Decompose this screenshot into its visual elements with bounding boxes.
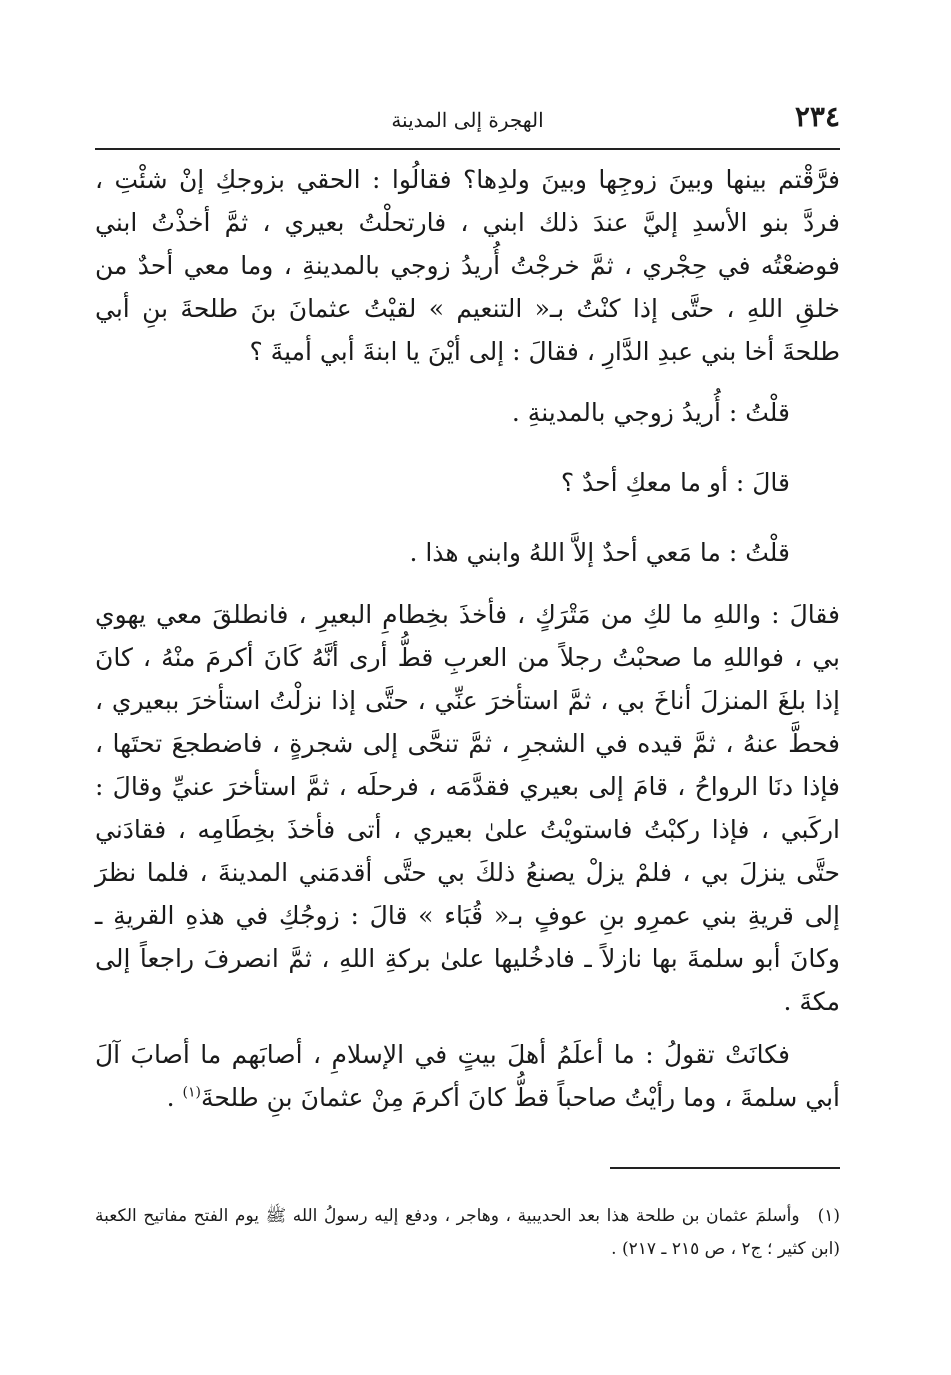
footnote-reference[interactable]: (١) [182,1084,201,1101]
dialogue-line-2: قالَ : أو ما معكِ أحدٌ ؟ [560,468,790,497]
paragraph-2: فقالَ : واللهِ ما لكِ من مَتْرَكٍ ، فأخذَ بخِطامِ البعيرِ ، فانطلقَ معي يهوي بي ، فواللهِ ما صحبْتُ رجلاً من العربِ قطُّ أرى أنَّهُ كَانَ أكرمَ منْهُ ، كانَ إذا بلغَ المنزلَ أناخَ بي ، ثمَّ استأخرَ عنِّي ، حتَّى إذا نزلْتُ استأخرَ ببعيري ، فحطَّ عنهُ ، ثمَّ قيده في الشجرِ ، ثمَّ تنحَّى إلى شجرةٍ ، فاضطجعَ تحتَها ، فإذا دنَا الرواحُ ، قامَ إلى بعيري فقدَّمَه ، فرحلَه ، ثمَّ استأخرَ عنيِّ وقالَ : اركَبي ، فإذا ركبْتُ فاستويْتُ علىٰ بعيري ، أتى فأخذَ بخِطَامِه ، فقادَني حتَّى ينزلَ بي ، فلمْ يزلْ يصنعُ ذلكَ بي حتَّى أقدمَني المدينةَ ، فلما نظرَ إلى قريةِ بني عمرِو بنِ عوفٍ بـ« قُبَاء » قالَ : زوجُكِ في هذهِ القريةِ ـ وكانَ أبو سلمةَ بها نازلاً ـ فادخُليها علىٰ بركةِ اللهِ ، ثمَّ انصرفَ راجعاً إلى مكةَ . [95,600,840,1016]
dialogue-line-1: قلْتُ : أُريدُ زوجي بالمدينةِ . [511,398,790,427]
paragraph-3-end: . [166,1083,183,1112]
page-header [95,100,840,150]
running-title: الهجرة إلى المدينة [391,108,544,132]
main-text [95,158,840,1129]
paragraph-1: فرَّقْتم بينها وبينَ زوجِها وبينَ ولدِها؟ فقالُوا : الحقي بزوجكِ إنْ شئْتِ ، فردَّ بنو الأسدِ إليَّ عندَ ذلك ابني ، فارتحلْتُ بعيري ، ثمَّ أخذْتُ ابني فوضعْتُه في حِجْري ، ثمَّ خرجْتُ أُريدُ زوجي بالمدينةِ ، وما معي أحدٌ من خلقِ اللهِ ، حتَّى إذا كنْتُ بـ« التنعيم » لقيْتُ عثمانَ بنَ طلحةَ بنِ أبي طلحةَ أخا بني عبدِ الدَّارِ ، فقالَ : إلى أيْنَ يا ابنةَ أبي أميةَ ؟ [95,165,840,366]
page-number: ٢٣٤ [794,100,840,133]
footnote-marker: (١) [817,1206,840,1226]
dialogue-line-3: قلْتُ : ما مَعي أحدٌ إلاَّ اللهُ وابني هذا . [409,538,790,567]
footnote-text: وأسلمَ عثمان بن طلحة هذا بعد الحديبية ، وهاجر ، ودفع إليه رسولُ الله ﷺ يوم الفتح مفاتيح الكعبة (ابن كثير ؛ ج٢ ، ص ٢١٥ ـ ٢١٧) . [95,1206,840,1259]
footnote [95,1200,840,1266]
footnote-separator [610,1167,840,1169]
paragraph-3-text: فكانَتْ تقولُ : ما أعلَمُ أهلَ بيتٍ في الإسلامِ ، أصابَهم ما أصابَ آلَ أبي سلمةَ ، وما رأيْتُ صاحباً قطُّ كانَ أكرمَ مِنْ عثمانَ بنِ طلحةَ [95,1040,840,1112]
paragraph-3 [95,1033,840,1119]
